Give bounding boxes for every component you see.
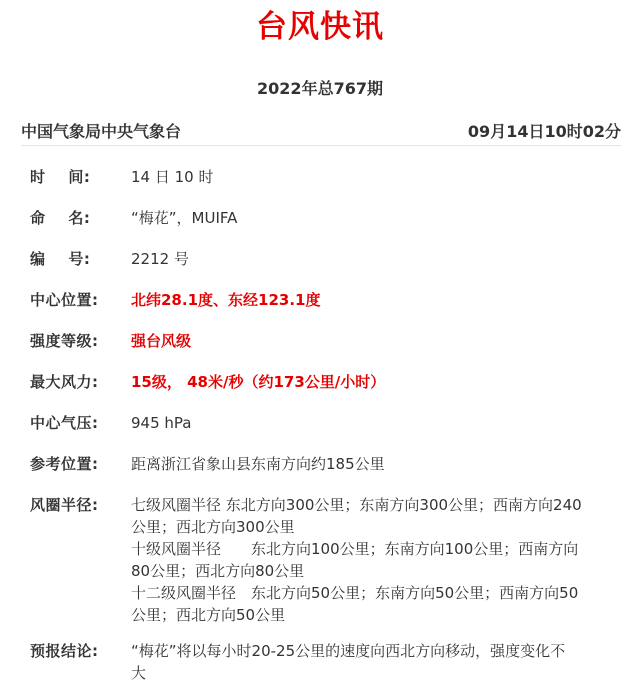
page-title: 台风快讯 <box>256 9 384 45</box>
field-value: 2212 号 <box>131 250 189 268</box>
field-label: 风圈半径: <box>30 496 99 514</box>
issue-number: 2022年总767期 <box>257 79 383 98</box>
forecast-line: 大 <box>131 664 147 682</box>
field-label: 参考位置: <box>30 455 99 473</box>
field-label: 最大风力: <box>30 373 99 391</box>
wind-radius-line: 十级风圈半径 东北方向100公里；东南方向100公里；西南方向 <box>131 540 579 558</box>
field-value: 14 日 10 时 <box>131 168 214 186</box>
field-label: 中心位置: <box>30 291 99 309</box>
publish-datetime: 09月14日10时02分 <box>467 122 621 141</box>
field-label: 编 号: <box>30 250 91 268</box>
field-label: 强度等级: <box>30 332 99 350</box>
field-value: 945 hPa <box>131 414 192 432</box>
field-value: 强台风级 <box>131 332 192 350</box>
wind-radius-line: 公里；西北方向50公里 <box>131 606 286 624</box>
field-label: 时 间: <box>30 168 91 186</box>
field-value: 距离浙江省象山县东南方向约185公里 <box>131 455 385 473</box>
wind-radius-line: 七级风圈半径 东北方向300公里；东南方向300公里；西南方向240 <box>131 496 582 514</box>
agency-name: 中国气象局中央气象台 <box>21 122 182 141</box>
wind-radius-line: 80公里；西北方向80公里 <box>131 562 305 580</box>
field-label: 命 名: <box>30 209 91 227</box>
field-value <box>131 494 611 626</box>
field-value: 15级， 48米/秒（约173公里/小时） <box>131 373 386 391</box>
field-value: 北纬28.1度、东经123.1度 <box>131 291 321 309</box>
wind-radius-line: 公里；西北方向300公里 <box>131 518 295 536</box>
field-label: 中心气压: <box>30 414 99 432</box>
field-value <box>131 640 611 684</box>
field-label: 预报结论: <box>30 642 99 660</box>
field-value: “梅花”，MUIFA <box>131 209 238 227</box>
wind-radius-line: 十二级风圈半径 东北方向50公里；东南方向50公里；西南方向50 <box>131 584 579 602</box>
forecast-line: “梅花”将以每小时20-25公里的速度向西北方向移动，强度变化不 <box>131 642 566 660</box>
header-row <box>21 121 621 146</box>
